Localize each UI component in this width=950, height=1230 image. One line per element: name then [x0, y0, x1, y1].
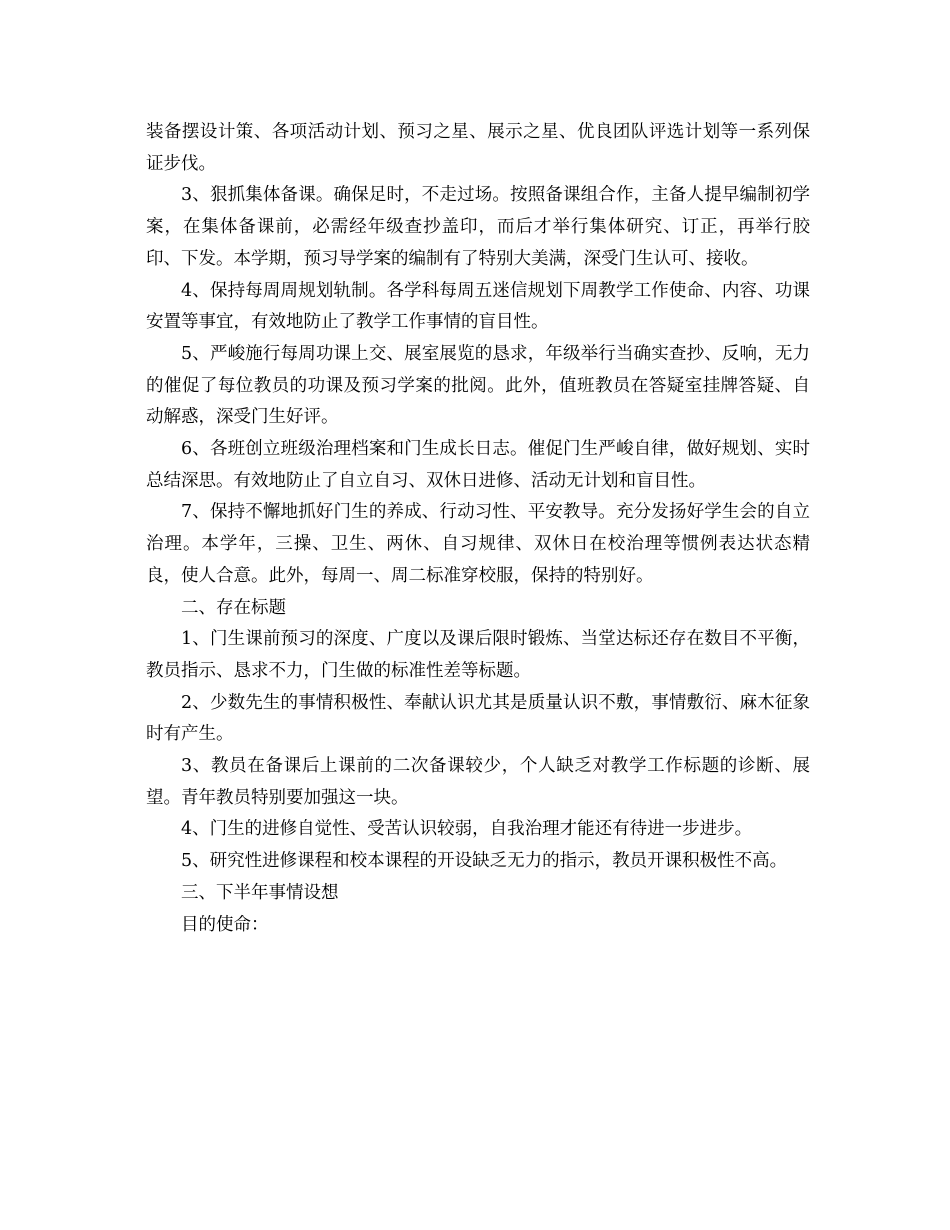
- paragraph-6: 7、保持不懈地抓好门生的养成、行动习性、平安教导。充分发扬好学生会的自立治理。本学年，三操、卫生、两休、自习规律、双休日在校治理等惯例表达状态精良，使人合意。此外，每周一、周二标准穿校服，保持的特别好。: [146, 502, 810, 586]
- paragraph-11: 5、研究性进修课程和校本课程的开设缺乏无力的指示，教员开课积极性不高。: [181, 851, 788, 872]
- paragraph-1: 装备摆设计策、各项活动计划、预习之星、展示之星、优良团队评选计划等一系列保证步伐。: [146, 122, 810, 174]
- paragraph-8: 2、少数先生的事情积极性、奉献认识尤其是质量认识不敷，事情敷衍、麻木征象时有产生。: [146, 692, 810, 745]
- paragraph-12: 目的使命：: [181, 914, 269, 935]
- paragraph-10: 4、门生的进修自觉性、受苦认识较弱，自我治理才能还有待进一步进步。: [181, 819, 753, 840]
- document-body: [146, 117, 810, 941]
- paragraph-3: 4、保持每周周规划轨制。各学科每周五迷信规划下周教学工作使命、内容、功课安置等事宜，有效地防止了教学工作事情的盲目性。: [146, 280, 810, 333]
- section-heading-3: 三、下半年事情设想: [181, 882, 339, 903]
- paragraph-4: 5、严峻施行每周功课上交、展室展览的恳求，年级举行当确实查抄、反响，无力的催促了每位教员的功课及预习学案的批阅。此外，值班教员在答疑室挂牌答疑、自动解惑，深受门生好评。: [146, 343, 810, 428]
- paragraph-5: 6、各班创立班级治理档案和门生成长日志。催促门生严峻自律，做好规划、实时总结深思。有效地防止了自立自习、双休日进修、活动无计划和盲目性。: [146, 439, 810, 491]
- paragraph-2: 3、狠抓集体备课。确保足时，不走过场。按照备课组合作，主备人提早编制初学案，在集体备课前，必需经年级查抄盖印，而后才举行集体研究、订正，再举行胶印、下发。本学期，预习导学案的编制有了特别大美满，深受门生认可、接收。: [146, 185, 810, 269]
- paragraph-9: 3、教员在备课后上课前的二次备课较少，个人缺乏对教学工作标题的诊断、展望。青年教员特别要加强这一块。: [146, 756, 810, 808]
- paragraph-7: 1、门生课前预习的深度、广度以及课后限时锻炼、当堂达标还存在数目不平衡，教员指示、恳求不力，门生做的标准性差等标题。: [146, 629, 810, 681]
- section-heading-2: 二、存在标题: [181, 597, 286, 618]
